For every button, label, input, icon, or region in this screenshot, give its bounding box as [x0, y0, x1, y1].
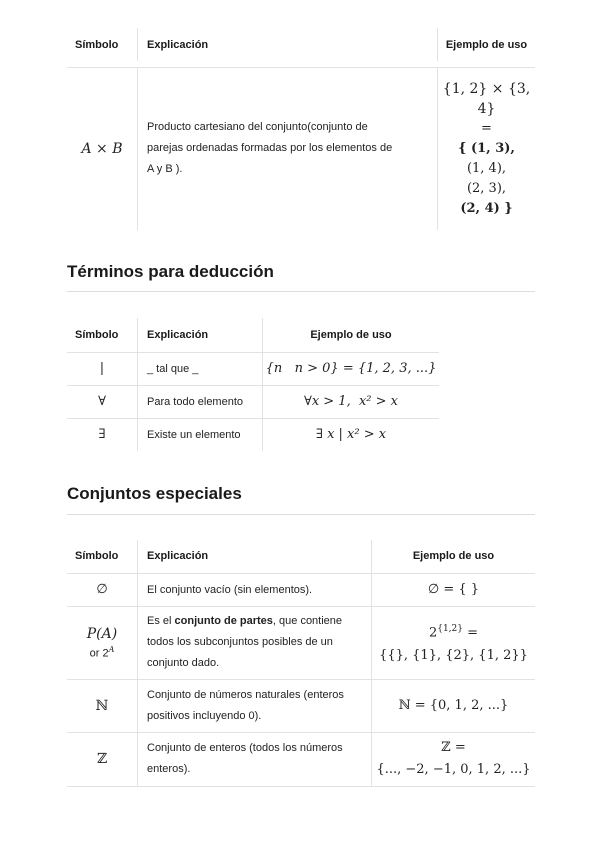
power-set-symbol: P(A): [86, 625, 118, 642]
special-sets-table: [67, 540, 535, 787]
example-line: ℤ =: [441, 740, 466, 755]
section-divider: [67, 514, 535, 515]
example-integers: [372, 732, 536, 786]
explanation-bold-term: conjunto de partes: [174, 615, 273, 627]
section-divider: [67, 291, 535, 292]
explanation-naturals: Conjunto de números naturales (enteros positivos incluyendo 0).: [138, 679, 372, 732]
example-forall: ∀x > 1, x² > x: [263, 385, 440, 418]
section-title-special-sets: Conjuntos especiales: [67, 484, 242, 503]
explanation-cartesian: Producto cartesiano del conjunto(conjunto de parejas ordenadas formadas por los elementos de A y B ).: [138, 67, 438, 230]
example-line: (1, 4),: [466, 160, 507, 176]
symbol-forall: ∀: [67, 385, 138, 418]
explanation-empty-set: El conjunto vacío (sin elementos).: [138, 573, 372, 606]
explanation-such-that: _ tal que _: [138, 352, 263, 385]
explanation-text: Es el: [147, 615, 175, 627]
header-explanation: Explicación: [138, 540, 372, 573]
header-symbol: Símbolo: [67, 318, 138, 352]
header-example: Ejemplo de uso: [263, 318, 440, 352]
symbol-integers: ℤ: [67, 732, 138, 786]
example-exists: ∃ x | x² > x: [263, 418, 440, 451]
explanation-text: , que contiene todos los subconjuntos posibles de un conjunto dado.: [147, 615, 343, 669]
example-line: (2, 3),: [466, 180, 507, 196]
header-example: Ejemplo de uso: [438, 28, 536, 61]
symbol-naturals: ℕ: [67, 679, 138, 732]
example-cartesian: [438, 67, 536, 230]
example-such-that: {n n > 0} = {1, 2, 3, ...}: [263, 352, 440, 385]
explanation-exists: Existe un elemento: [138, 418, 263, 451]
example-line: {1, 2} × {3, 4}: [442, 80, 531, 117]
symbol-power-set: [67, 606, 138, 679]
header-explanation: Explicación: [138, 318, 263, 352]
example-line: $2^{\{1,2\}}$ =: [428, 624, 479, 641]
symbol-exists: ∃: [98, 427, 106, 443]
example-line: {{}, {1}, {2}, {1, 2}}: [379, 647, 528, 663]
explanation-integers: Conjunto de enteros (todos los números enteros).: [138, 732, 372, 786]
header-symbol: Símbolo: [75, 38, 119, 51]
example-line: (2, 4) }: [460, 200, 513, 216]
example-empty-set: ∅ = { }: [372, 573, 536, 606]
power-set-alt: or $2^A$: [89, 644, 115, 660]
header-example: Ejemplo de uso: [372, 540, 536, 573]
explanation-forall: Para todo elemento: [138, 385, 263, 418]
symbol-such-that: |: [67, 352, 138, 385]
example-power-set: [372, 606, 536, 679]
example-line: { (1, 3),: [458, 140, 515, 156]
example-line: {..., −2, −1, 0, 1, 2, ...}: [376, 762, 531, 777]
explanation-power-set: [138, 606, 372, 679]
deduction-table: [67, 318, 439, 451]
header-symbol: Símbolo: [67, 540, 138, 573]
example-line: =: [481, 120, 492, 136]
symbol-cartesian: A × B: [81, 140, 123, 157]
symbol-empty-set: ∅: [67, 573, 138, 606]
example-naturals: ℕ = {0, 1, 2, ...}: [372, 679, 536, 732]
section-title-deduction: Términos para deducción: [67, 262, 274, 281]
cartesian-table: [67, 28, 535, 230]
header-explanation: Explicación: [138, 28, 438, 61]
